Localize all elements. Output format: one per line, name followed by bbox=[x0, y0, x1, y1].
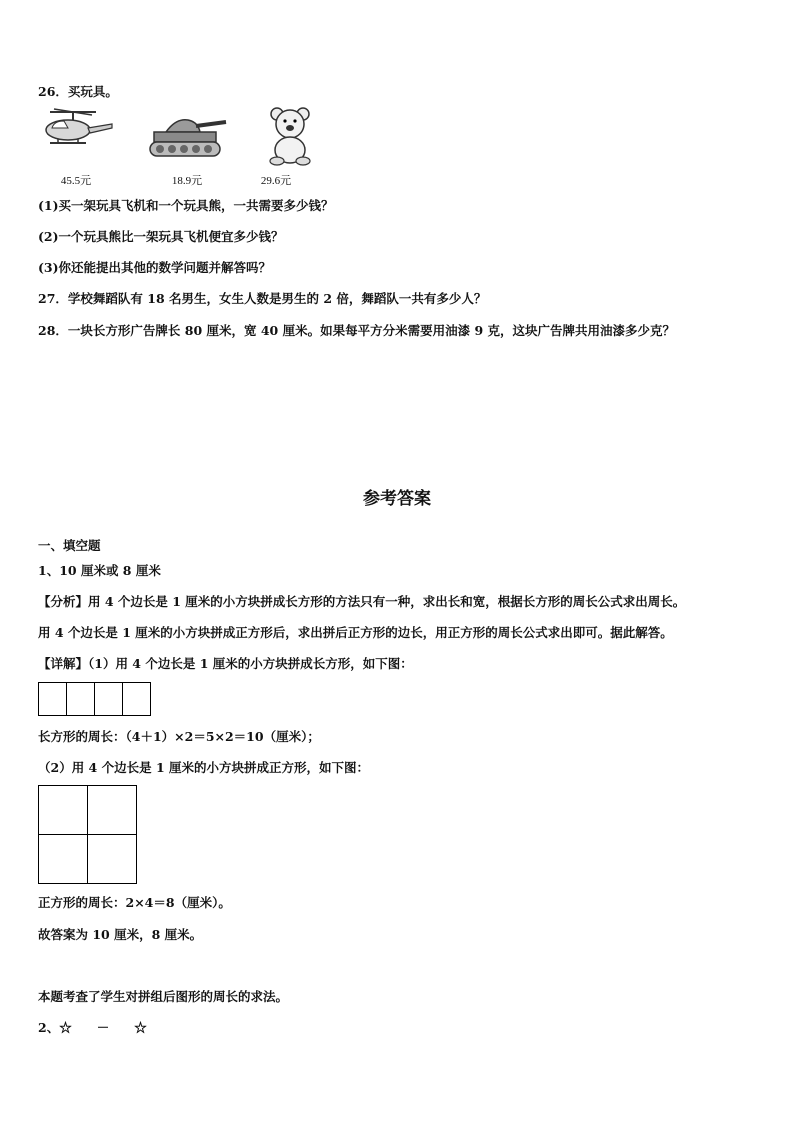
helicopter-icon bbox=[40, 106, 116, 148]
unit-square bbox=[39, 835, 88, 884]
answer-2-heading: 2、☆ － ☆ bbox=[38, 1020, 147, 1035]
rectangle-figure bbox=[38, 682, 151, 716]
answer-1-analysis-2: 用 4 个边长是 1 厘米的小方块拼成正方形后，求出拼后正方形的边长，用正方形的周长公式求出即可。据此解答。 bbox=[38, 625, 673, 640]
answer-1-note: 本题考查了学生对拼组后图形的周长的求法。 bbox=[38, 989, 289, 1004]
square-perimeter: 正方形的周长：2×4＝8（厘米）。 bbox=[38, 895, 231, 910]
unit-square bbox=[95, 683, 123, 715]
answers-title: 参考答案 bbox=[363, 489, 431, 509]
q26-sub2: (2)一个玩具熊比一架玩具飞机便宜多少钱？ bbox=[38, 229, 284, 244]
price-tank: 18.9元 bbox=[171, 175, 203, 187]
q26-sub1: (1)买一架玩具飞机和一个玩具熊，一共需要多少钱？ bbox=[38, 198, 334, 213]
unit-square bbox=[123, 683, 150, 715]
unit-square bbox=[39, 683, 67, 715]
unit-square bbox=[88, 786, 137, 835]
toy-illustrations bbox=[38, 106, 292, 187]
answer-1-detail-2: （2）用 4 个边长是 1 厘米的小方块拼成正方形，如下图： bbox=[38, 760, 370, 775]
answer-1-analysis-1: 【分析】用 4 个边长是 1 厘米的小方块拼成长方形的方法只有一种，求出长和宽，根据长方形的周长公式求出周长。 bbox=[38, 594, 686, 609]
price-bear: 29.6元 bbox=[260, 175, 292, 187]
square-figure bbox=[38, 785, 137, 884]
q26-title: 26．买玩具。 bbox=[38, 84, 118, 99]
unit-square bbox=[39, 786, 88, 835]
answer-1-detail-1: 【详解】（1）用 4 个边长是 1 厘米的小方块拼成长方形，如下图： bbox=[38, 656, 413, 671]
toy-bear bbox=[250, 106, 330, 166]
q27-text: 27．学校舞蹈队有 18 名男生，女生人数是男生的 2 倍，舞蹈队一共有多少人？ bbox=[38, 291, 487, 306]
answers-section: 一、填空题 bbox=[38, 538, 101, 553]
answer-1-conclusion: 故答案为 10 厘米，8 厘米。 bbox=[38, 927, 203, 942]
tank-icon bbox=[146, 106, 228, 162]
price-helicopter: 45.5元 bbox=[60, 175, 92, 187]
unit-square bbox=[67, 683, 95, 715]
unit-square bbox=[88, 835, 137, 884]
answer-1-heading: 1、10 厘米或 8 厘米 bbox=[38, 563, 161, 578]
q28-text: 28．一块长方形广告牌长 80 厘米，宽 40 厘米。如果每平方分米需要用油漆 9 克，这块广告牌共用油漆多少克？ bbox=[38, 323, 675, 338]
toy-tank bbox=[146, 106, 226, 162]
q26-sub3: (3)你还能提出其他的数学问题并解答吗？ bbox=[38, 260, 272, 275]
teddy-bear-icon bbox=[265, 106, 315, 166]
toy-helicopter bbox=[38, 106, 118, 148]
rectangle-perimeter: 长方形的周长：（4＋1）×2＝5×2＝10（厘米）； bbox=[38, 729, 320, 744]
